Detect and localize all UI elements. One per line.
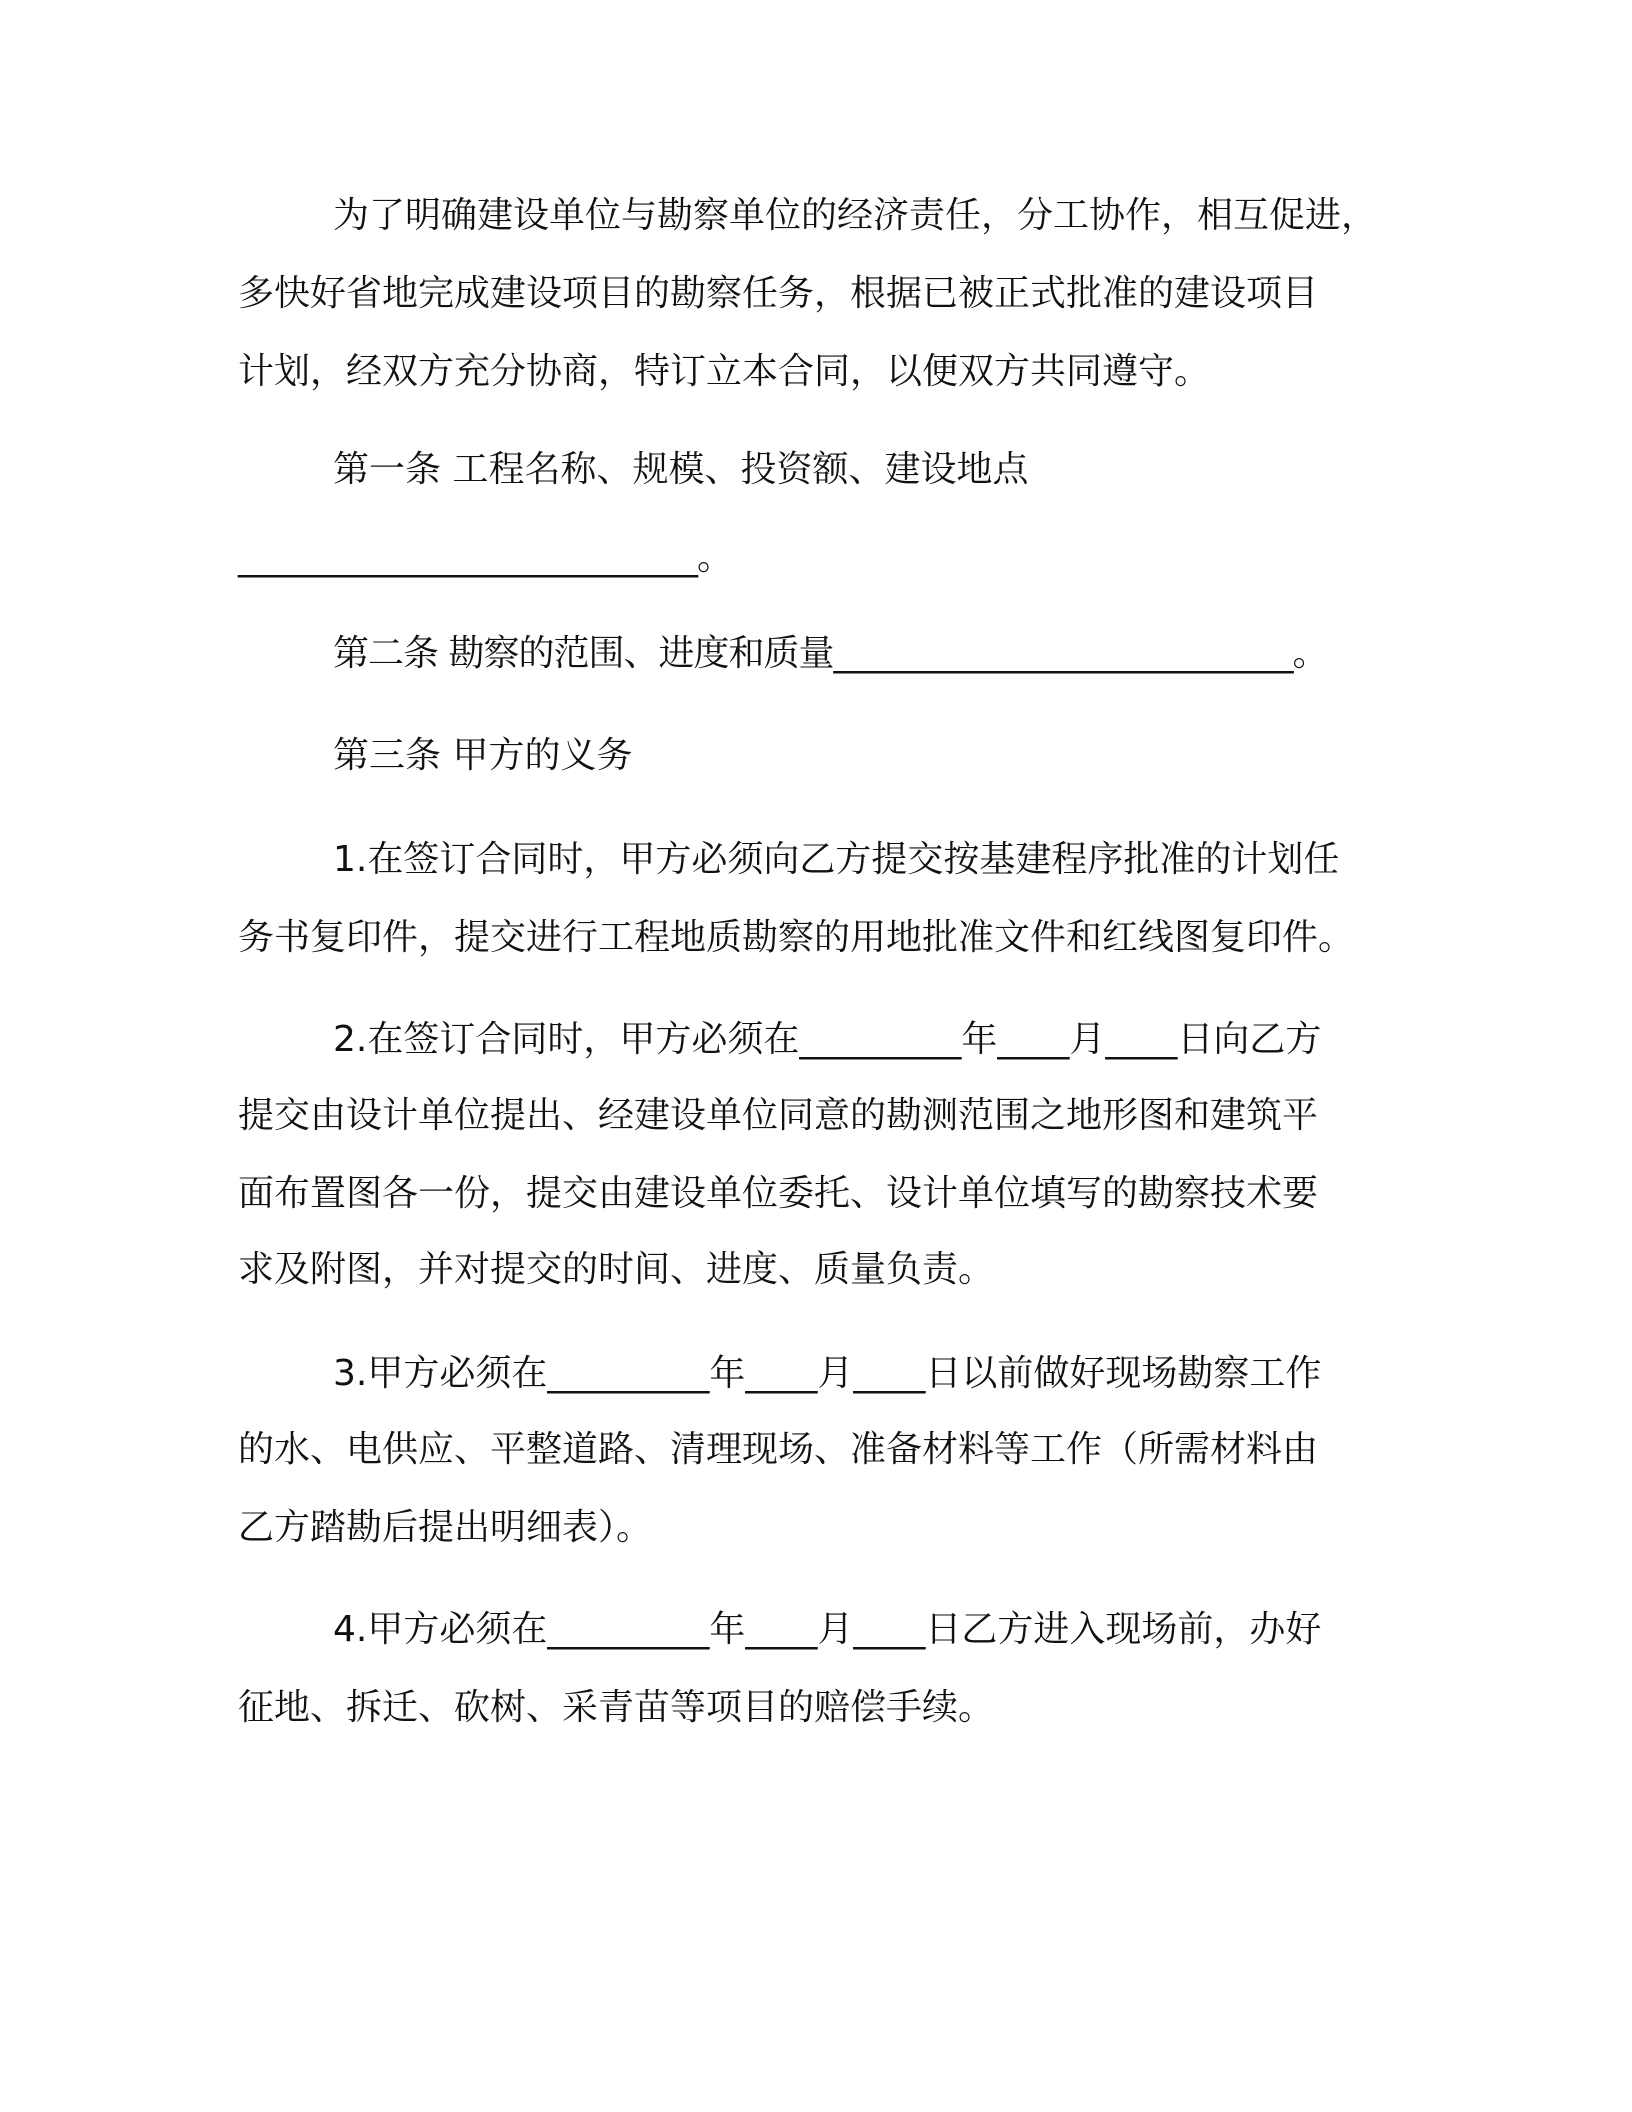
item-2-line-3: 面布置图各一份，提交由建设单位委托、设计单位填写的勘察技术要 — [238, 1173, 1319, 1214]
article-1-blank: ___________________________。 — [238, 537, 732, 578]
item-1-line-1: 1.在签订合同时，甲方必须向乙方提交按基建程序批准的计划任 — [333, 839, 1340, 880]
item-3-line-3: 乙方踏勘后提出明细表）。 — [238, 1507, 653, 1548]
item-2-line-1: 2.在签订合同时，甲方必须在_________年____月____日向乙方 — [333, 1019, 1322, 1060]
intro-line-3: 计划，经双方充分协商，特订立本合同，以便双方共同遵守。 — [238, 351, 1211, 392]
item-3-line-2: 的水、电供应、平整道路、清理现场、准备材料等工作（所需材料由 — [238, 1429, 1319, 1470]
article-2-heading: 第二条 勘察的范围、进度和质量___________________________。 — [333, 633, 1328, 674]
intro-line-2: 多快好省地完成建设项目的勘察任务，根据已被正式批准的建设项目 — [238, 273, 1319, 314]
item-2-line-2: 提交由设计单位提出、经建设单位同意的勘测范围之地形图和建筑平 — [238, 1095, 1319, 1136]
item-4-line-1: 4.甲方必须在_________年____月____日乙方进入现场前，办好 — [333, 1609, 1322, 1650]
item-3-line-1: 3.甲方必须在_________年____月____日以前做好现场勘察工作 — [333, 1353, 1322, 1394]
item-1-line-2: 务书复印件，提交进行工程地质勘察的用地批准文件和红线图复印件。 — [238, 917, 1355, 958]
item-2-line-4: 求及附图，并对提交的时间、进度、质量负责。 — [238, 1249, 995, 1290]
item-4-line-2: 征地、拆迁、砍树、采青苗等项目的赔偿手续。 — [238, 1687, 995, 1728]
intro-line-1: 为了明确建设单位与勘察单位的经济责任，分工协作，相互促进， — [333, 195, 1378, 236]
article-3-heading: 第三条 甲方的义务 — [333, 735, 633, 776]
article-1-heading: 第一条 工程名称、规模、投资额、建设地点 — [333, 449, 1029, 490]
